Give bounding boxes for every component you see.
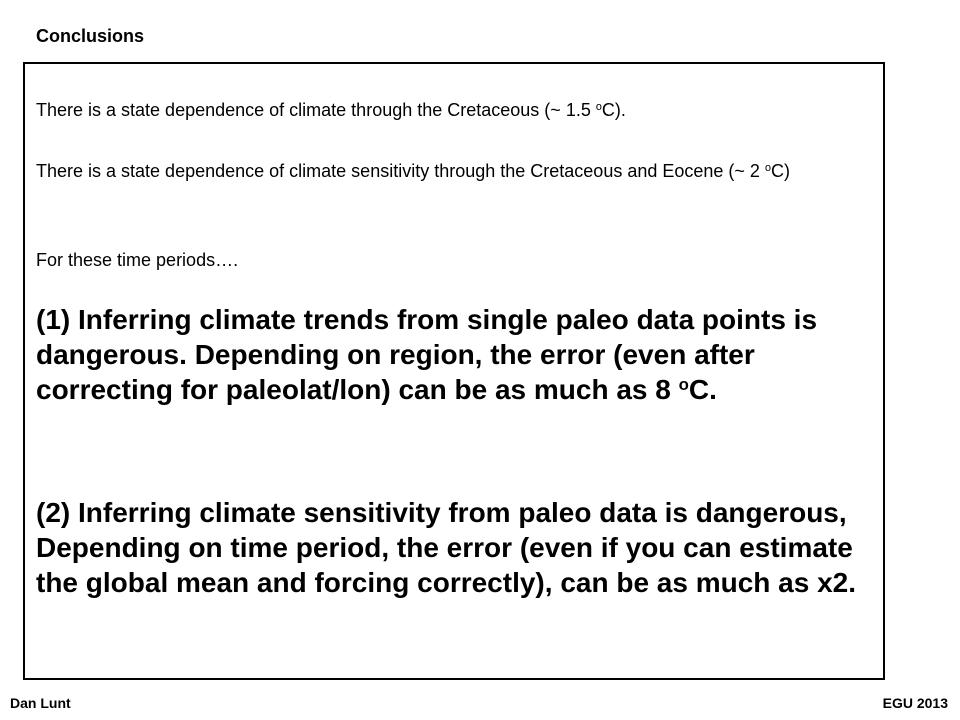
point-2-climate-sensitivity: (2) Inferring climate sensitivity from paleo data is dangerous, Depending on time period, the error (even if you can estimate the global mean and forcing correctly), can be as much as x2. [36, 497, 857, 598]
paragraph-2-text: There is a state dependence of climate sensitivity through the Cretaceous and Eocene (~ 2 [36, 161, 765, 181]
degree-superscript: o [595, 101, 602, 114]
point-1-climate-trends [36, 302, 876, 407]
point-1-unit: C. [688, 374, 717, 405]
degree-superscript: o [764, 162, 771, 175]
paragraph-1-text: There is a state dependence of climate through the Cretaceous (~ 1.5 [36, 100, 596, 120]
footer-author: Dan Lunt [10, 695, 71, 711]
paragraph-1-unit: C). [601, 100, 626, 120]
slide-title: Conclusions [36, 26, 145, 46]
paragraph-time-periods: For these time periods…. [36, 250, 239, 270]
point-1-text: (1) Inferring climate trends from single paleo data points is dangerous. Depending on region, the error (even after correcting for paleolat/lon) can be as much as 8 [36, 304, 818, 405]
paragraph-2-unit: C) [770, 161, 790, 181]
paragraph-climate-state-dependence [36, 97, 866, 123]
footer-event: EGU 2013 [882, 695, 948, 711]
degree-superscript: o [678, 374, 689, 394]
conclusions-box [23, 62, 885, 680]
paragraph-sensitivity-state-dependence [36, 158, 866, 184]
